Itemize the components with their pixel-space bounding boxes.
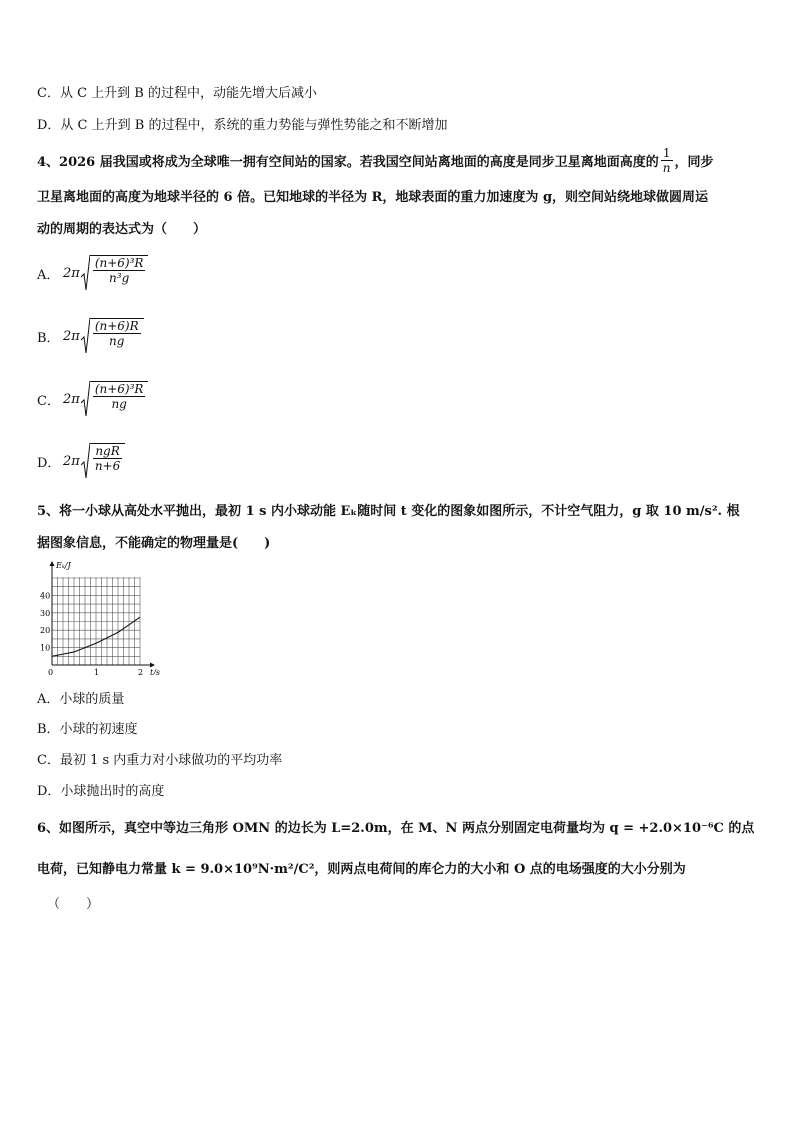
q4-option-coef: 2π [63, 265, 80, 281]
q5-stem-line1: 5、将一小球从高处水平抛出，最初 1 s 内小球动能 Eₖ随时间 t 变化的图象如图所示，不计空气阻力，g 取 10 m/s². 根 [37, 504, 740, 519]
radical-icon [81, 381, 90, 417]
q4-fraction-den: n [662, 161, 671, 175]
q4-option-fraction [93, 444, 122, 473]
q4-option-fraction [93, 319, 141, 348]
q4-option-fraction [93, 382, 146, 411]
radicand [90, 318, 144, 354]
q4-option-coef: 2π [63, 391, 80, 407]
sqrt-symbol [81, 381, 149, 417]
q4-option-num: ngR [93, 444, 122, 459]
radical-icon [81, 255, 90, 291]
q5-option-c: C．最初 1 s 内重力对小球做功的平均功率 [37, 753, 283, 768]
q3-option-d: D．从 C 上升到 B 的过程中，系统的重力势能与弹性势能之和不断增加 [37, 118, 448, 133]
sqrt-symbol [81, 255, 149, 291]
ek-t-chart [36, 560, 166, 675]
radical-icon [81, 318, 90, 354]
q4-option-label: C． [37, 393, 60, 409]
q4-stem-line1 [37, 146, 714, 175]
y-tick-label: 40 [40, 591, 51, 601]
radicand [90, 255, 149, 291]
q4-option-den: n³g [109, 271, 130, 285]
q4-stem-text-a: 4、2026 届我国或将成为全球唯一拥有空间站的国家。若我国空间站离地面的高度是同步卫星离地面高度的 [37, 155, 659, 170]
x-axis-label: t/s [150, 668, 161, 675]
q4-option-den: ng [109, 334, 125, 348]
q4-option-a [37, 255, 148, 291]
y-tick-label: 30 [40, 608, 51, 618]
q4-option-label: A． [37, 267, 60, 283]
q4-option-den: n+6 [94, 459, 121, 473]
q4-option-label: D． [37, 455, 61, 471]
y-tick-label: 10 [40, 643, 51, 653]
q4-option-d [37, 443, 125, 479]
q4-stem-line2: 卫星离地面的高度为地球半径的 6 倍。已知地球的半径为 R，地球表面的重力加速度为 g，则空间站绕地球做圆周运 [37, 190, 709, 205]
y-tick-label: 20 [40, 626, 51, 636]
q4-option-den: ng [111, 397, 127, 411]
q5-option-b: B．小球的初速度 [37, 722, 138, 737]
x-tick-label: 0 [48, 668, 54, 675]
q4-option-c [37, 381, 148, 417]
y-axis-label: Eₖ/J [56, 561, 71, 570]
x-tick-label: 1 [94, 668, 100, 675]
x-tick-label: 2 [138, 668, 144, 675]
q5-option-d: D．小球抛出时的高度 [37, 784, 165, 799]
q4-option-coef: 2π [63, 328, 80, 344]
sqrt-symbol [81, 443, 125, 479]
q6-stem-line2: 电荷，已知静电力常量 k = 9.0×10⁹N·m²/C²，则两点电荷间的库仑力的大小和 O 点的电场强度的大小分别为 [37, 862, 686, 877]
q5-option-a: A．小球的质量 [37, 692, 125, 707]
y-axis-arrow [50, 561, 55, 566]
q6-stem-line3: （ ） [47, 897, 100, 912]
q4-option-coef: 2π [63, 453, 80, 469]
q4-fraction [661, 146, 673, 175]
q4-option-num: (n+6)³R [94, 256, 144, 270]
q6-stem-line1: 6、如图所示，真空中等边三角形 OMN 的边长为 L=2.0m，在 M、N 两点分别固定电荷量均为 q = +2.0×10⁻⁶C 的点 [37, 821, 755, 836]
q4-option-b [37, 318, 144, 354]
q4-option-num: (n+6)R [94, 319, 139, 333]
q4-stem-line3: 动的周期的表达式为（ ） [37, 222, 207, 237]
radicand [90, 443, 125, 479]
radicand [90, 381, 149, 417]
q4-fraction-num: 1 [661, 146, 673, 161]
q4-option-fraction [93, 256, 146, 285]
q4-option-label: B． [37, 330, 60, 346]
q3-option-c: C．从 C 上升到 B 的过程中，动能先增大后减小 [37, 86, 317, 101]
sqrt-symbol [81, 318, 144, 354]
x-axis-arrow [150, 663, 155, 668]
ek-t-chart-svg [36, 560, 166, 675]
radical-icon [81, 443, 90, 479]
q5-stem-line2: 据图象信息，不能确定的物理量是( ) [37, 536, 271, 551]
q4-option-num: (n+6)³R [94, 382, 144, 396]
q4-stem-text-b: ，同步 [674, 155, 714, 170]
